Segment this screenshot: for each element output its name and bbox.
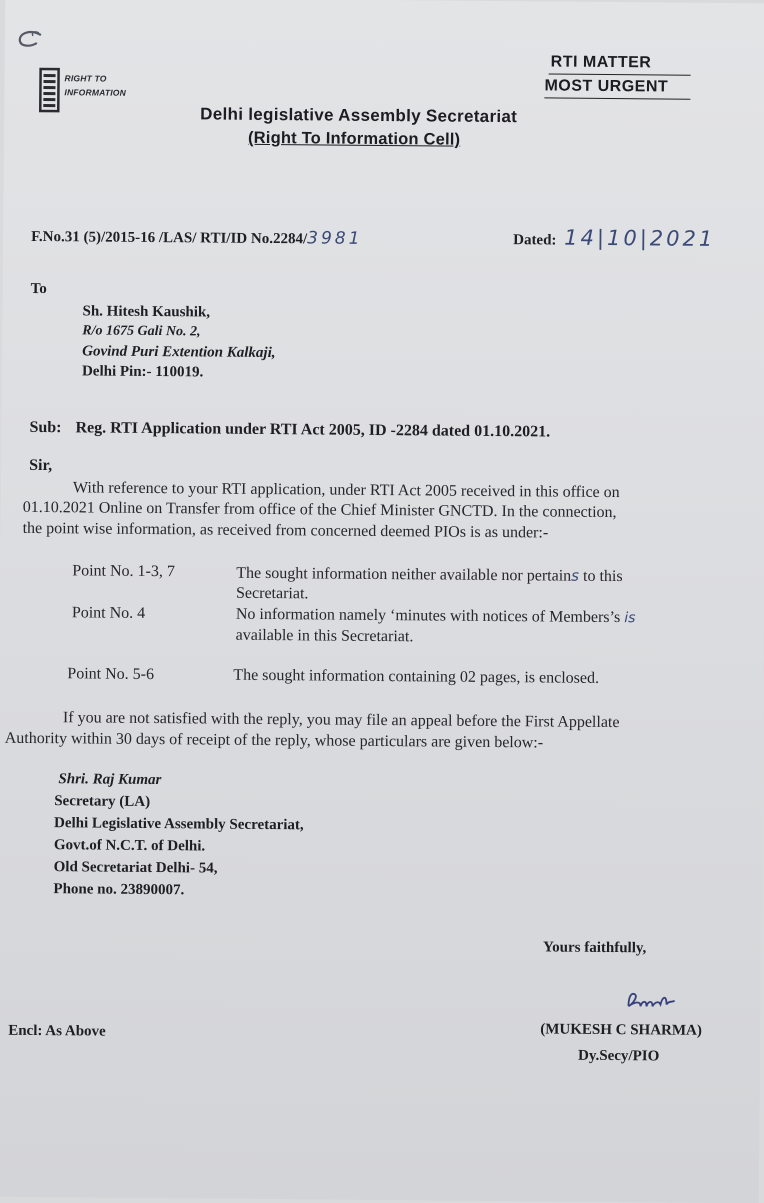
authority-name: Shri. Raj Kumar — [58, 771, 162, 789]
body-line-3: the point wise information, as received from concerned deemed PIOs is as under:- — [22, 519, 549, 542]
office-subtitle: (Right To Information Cell) — [247, 128, 461, 149]
authority-phone: Phone no. 23890007. — [53, 881, 185, 899]
logo-text — [64, 71, 126, 100]
point-1-text — [236, 564, 623, 586]
logo-line-1: RIGHT TO — [64, 73, 107, 84]
point-2-handwritten: is — [624, 610, 636, 627]
salutation: Sir, — [29, 456, 53, 475]
to-label: To — [30, 280, 47, 298]
point-2-label: Point No. 4 — [71, 604, 146, 622]
marking-underline-2 — [544, 97, 690, 99]
authority-office: Delhi Legislative Assembly Secretariat, — [53, 815, 304, 834]
body-line-1: With reference to your RTI application, under RTI Act 2005 received in this office on — [72, 479, 620, 502]
signature-scribble — [622, 988, 678, 1014]
point-1-label: Point No. 1-3, 7 — [72, 562, 175, 581]
file-number-text: F.No.31 (5)/2015-16 /LAS/ RTI/ID No.2284/ — [31, 228, 308, 248]
point-2-line-1: No information namely ‘minutes with notices of Members’s — [235, 605, 621, 627]
rti-logo — [38, 63, 138, 118]
signatory-designation: Dy.Secy/PIO — [577, 1047, 660, 1065]
most-urgent-label: MOST URGENT — [544, 77, 669, 96]
addressee-line-2: Govind Puri Extention Kalkaji, — [82, 343, 276, 362]
point-1-line-1-end: to this — [578, 567, 623, 586]
date-line — [513, 225, 715, 251]
point-2-line-2: available in this Secretariat. — [235, 626, 414, 646]
subject-text: Reg. RTI Application under RTI Act 2005, ID -2284 dated 01.10.2021. — [75, 419, 551, 441]
subject-line — [29, 419, 550, 442]
point-3-label: Point No. 5-6 — [67, 665, 155, 684]
file-number-handwritten: 3981 — [307, 228, 363, 249]
addressee-name: Sh. Hitesh Kaushik, — [82, 303, 211, 321]
pen-mark — [11, 27, 51, 55]
signatory-name: (MUKESH C SHARMA) — [540, 1021, 702, 1039]
appeal-line-2: Authority within 30 days of receipt of the reply, whose particulars are given below:- — [4, 729, 544, 752]
enclosure: Encl: As Above — [8, 1022, 106, 1040]
closing: Yours faithfully, — [542, 939, 647, 957]
addressee-line-1: R/o 1675 Gali No. 2, — [82, 323, 201, 340]
file-number — [31, 226, 362, 249]
marking-underline — [549, 73, 691, 75]
subject-label: Sub: — [29, 418, 62, 437]
date-handwritten: 14|10|2021 — [564, 225, 716, 251]
authority-govt: Govt.of N.C.T. of Delhi. — [53, 837, 206, 855]
rti-matter-label: RTI MATTER — [550, 53, 652, 72]
appeal-line-1: If you are not satisfied with the reply, you may file an appeal before the First Appellate — [62, 709, 620, 732]
dated-label: Dated: — [513, 232, 557, 249]
point-1-handwritten: s — [571, 566, 580, 585]
office-title: Delhi legislative Assembly Secretariat — [200, 104, 518, 127]
body-line-2: 01.10.2021 Online on Transfer from office of the Chief Minister GNCTD. In the connection, — [22, 498, 617, 522]
point-2-text — [236, 606, 636, 627]
addressee-line-3: Delhi Pin:- 110019. — [81, 363, 204, 381]
document-icon — [38, 67, 60, 113]
point-1-line-1: The sought information neither available nor pertain — [236, 564, 572, 585]
point-3-line-1: The sought information containing 02 pages, is enclosed. — [233, 666, 600, 687]
logo-line-2: INFORMATION — [64, 87, 127, 98]
authority-address: Old Secretariat Delhi- 54, — [53, 859, 218, 877]
authority-post: Secretary (LA) — [54, 793, 151, 811]
point-1-line-2: Secretariat. — [235, 584, 309, 603]
